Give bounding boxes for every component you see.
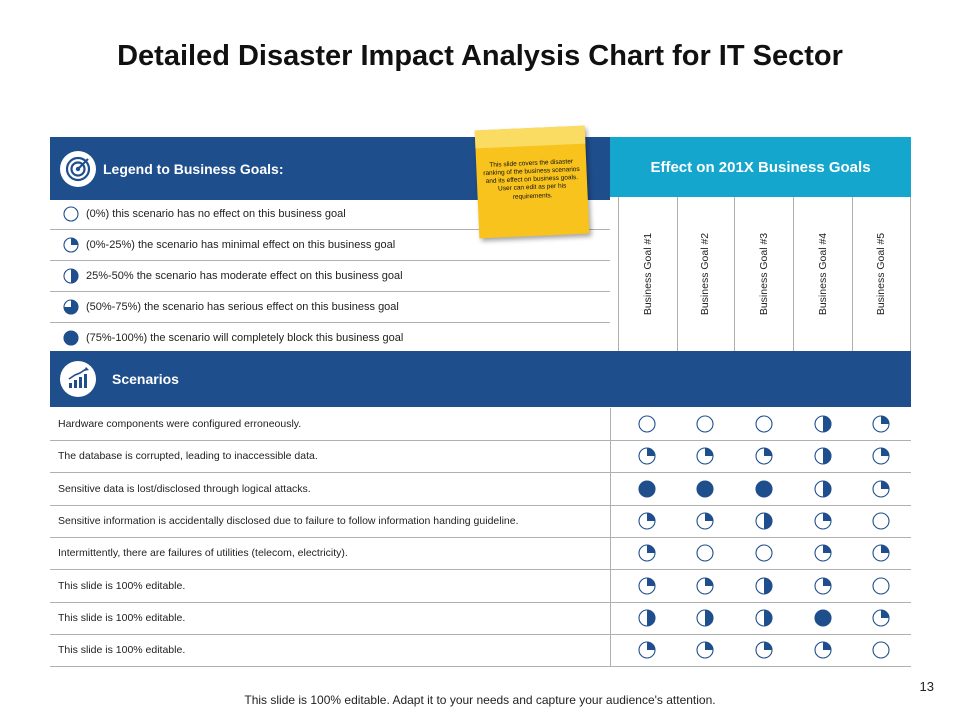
harvey-ball-icon	[872, 480, 890, 498]
harvey-ball-icon	[638, 512, 656, 530]
impact-cell	[852, 440, 910, 472]
harvey-ball-icon	[814, 415, 832, 433]
harvey-ball-icon	[872, 641, 890, 659]
harvey-ball-icon	[63, 330, 79, 346]
harvey-ball-icon	[872, 609, 890, 627]
sticky-note-text: This slide covers the disaster ranking of the business scenarios and its effect on business goals. User can edit as per his requirements.	[483, 158, 580, 201]
impact-cell	[676, 537, 734, 569]
legend-row	[50, 322, 610, 353]
scenario-row	[50, 408, 911, 441]
legend-header-label: Legend to Business Goals:	[103, 160, 284, 177]
growth-chart-icon	[60, 361, 96, 397]
scenario-label: Intermittently, there are failures of utilities (telecom, electricity).	[58, 537, 611, 569]
impact-cell	[794, 570, 852, 602]
scenario-row	[50, 570, 911, 603]
harvey-ball-icon	[63, 237, 79, 253]
harvey-ball-icon	[755, 641, 773, 659]
harvey-ball-icon	[814, 447, 832, 465]
legend-row	[50, 291, 610, 323]
harvey-ball-icon	[696, 609, 714, 627]
harvey-ball-icon	[696, 480, 714, 498]
scenario-row	[50, 440, 911, 473]
impact-cell	[794, 537, 852, 569]
impact-cell	[735, 473, 793, 505]
legend-label: 25%-50% the scenario has moderate effect on this business goal	[86, 269, 403, 282]
scenario-row	[50, 473, 911, 506]
goal-label: Business Goal #5	[875, 232, 887, 316]
harvey-ball-icon	[814, 480, 832, 498]
impact-cell	[794, 408, 852, 440]
legend-label: (75%-100%) the scenario will completely block this business goal	[86, 331, 404, 344]
harvey-ball-icon	[872, 415, 890, 433]
impact-cell	[794, 440, 852, 472]
scenarios-header-label: Scenarios	[112, 371, 179, 387]
scenario-row	[50, 602, 911, 635]
harvey-ball-icon	[872, 447, 890, 465]
impact-cell	[676, 634, 734, 666]
sticky-tape	[475, 126, 586, 149]
goal-column	[794, 197, 853, 351]
impact-cell	[676, 473, 734, 505]
goal-label: Business Goal #4	[817, 232, 829, 316]
impact-cell	[735, 602, 793, 634]
harvey-ball-icon	[814, 544, 832, 562]
scenario-label: This slide is 100% editable.	[58, 602, 611, 634]
scenarios-header	[50, 351, 911, 407]
harvey-ball-icon	[755, 544, 773, 562]
harvey-ball-icon	[814, 609, 832, 627]
goal-label: Business Goal #2	[699, 232, 711, 316]
harvey-ball-icon	[872, 512, 890, 530]
harvey-ball-icon	[63, 206, 79, 222]
goal-column	[676, 197, 735, 351]
impact-cell	[618, 537, 676, 569]
harvey-ball-icon	[696, 447, 714, 465]
harvey-ball-icon	[638, 544, 656, 562]
legend-label: (0%) this scenario has no effect on this business goal	[86, 207, 346, 220]
impact-cell	[794, 505, 852, 537]
harvey-ball-icon	[638, 577, 656, 595]
harvey-ball-icon	[638, 609, 656, 627]
impact-cell	[618, 473, 676, 505]
impact-cell	[735, 505, 793, 537]
harvey-ball-icon	[872, 577, 890, 595]
harvey-ball-icon	[755, 512, 773, 530]
scenario-row	[50, 505, 911, 538]
impact-cell	[735, 440, 793, 472]
impact-cell	[618, 570, 676, 602]
legend-label: (50%-75%) the scenario has serious effect on this business goal	[86, 300, 399, 313]
impact-cell	[618, 602, 676, 634]
scenario-label: This slide is 100% editable.	[58, 634, 611, 666]
impact-cell	[676, 602, 734, 634]
scenario-label: The database is corrupted, leading to inaccessible data.	[58, 440, 611, 472]
goal-column	[735, 197, 794, 351]
sticky-note	[475, 126, 590, 239]
harvey-ball-icon	[696, 544, 714, 562]
harvey-ball-icon	[638, 415, 656, 433]
harvey-ball-icon	[755, 480, 773, 498]
harvey-ball-icon	[638, 447, 656, 465]
impact-cell	[852, 505, 910, 537]
harvey-ball-icon	[755, 609, 773, 627]
impact-cell	[852, 537, 910, 569]
harvey-ball-icon	[696, 577, 714, 595]
harvey-ball-icon	[638, 480, 656, 498]
harvey-ball-icon	[872, 544, 890, 562]
scenario-label: Sensitive data is lost/disclosed through logical attacks.	[58, 473, 611, 505]
impact-cell	[852, 570, 910, 602]
impact-cell	[852, 634, 910, 666]
legend-row	[50, 260, 610, 292]
impact-cell	[794, 602, 852, 634]
harvey-ball-icon	[755, 577, 773, 595]
harvey-ball-icon	[696, 641, 714, 659]
scenario-label: Sensitive information is accidentally disclosed due to failure to follow information handing guideline.	[58, 505, 611, 537]
goal-label: Business Goal #3	[758, 232, 770, 316]
impact-cell	[794, 473, 852, 505]
harvey-ball-icon	[814, 512, 832, 530]
page-title: Detailed Disaster Impact Analysis Chart for IT Sector	[117, 40, 843, 72]
impact-cell	[618, 408, 676, 440]
impact-cell	[618, 505, 676, 537]
impact-cell	[794, 634, 852, 666]
goal-column	[852, 197, 911, 351]
impact-cell	[676, 408, 734, 440]
impact-cell	[852, 473, 910, 505]
impact-cell	[852, 602, 910, 634]
goal-column	[618, 197, 678, 351]
scenario-row	[50, 634, 911, 667]
footer-text: This slide is 100% editable. Adapt it to your needs and capture your audience's attention.	[244, 693, 716, 707]
legend-label: (0%-25%) the scenario has minimal effect on this business goal	[86, 238, 396, 251]
scenario-label: This slide is 100% editable.	[58, 570, 611, 602]
page-number: 13	[919, 679, 934, 694]
impact-cell	[676, 505, 734, 537]
harvey-ball-icon	[63, 268, 79, 284]
impact-cell	[676, 440, 734, 472]
impact-cell	[676, 570, 734, 602]
impact-cell	[618, 440, 676, 472]
harvey-ball-icon	[63, 299, 79, 315]
scenario-row	[50, 537, 911, 570]
harvey-ball-icon	[696, 415, 714, 433]
harvey-ball-icon	[755, 447, 773, 465]
impact-cell	[735, 570, 793, 602]
scenario-label: Hardware components were configured erroneously.	[58, 408, 611, 440]
effect-header: Effect on 201X Business Goals	[610, 137, 911, 197]
impact-cell	[735, 408, 793, 440]
target-icon	[60, 151, 96, 187]
impact-cell	[618, 634, 676, 666]
impact-cell	[735, 634, 793, 666]
harvey-ball-icon	[638, 641, 656, 659]
harvey-ball-icon	[814, 577, 832, 595]
harvey-ball-icon	[755, 415, 773, 433]
impact-cell	[852, 408, 910, 440]
impact-cell	[735, 537, 793, 569]
harvey-ball-icon	[814, 641, 832, 659]
harvey-ball-icon	[696, 512, 714, 530]
goal-label: Business Goal #1	[642, 232, 654, 316]
